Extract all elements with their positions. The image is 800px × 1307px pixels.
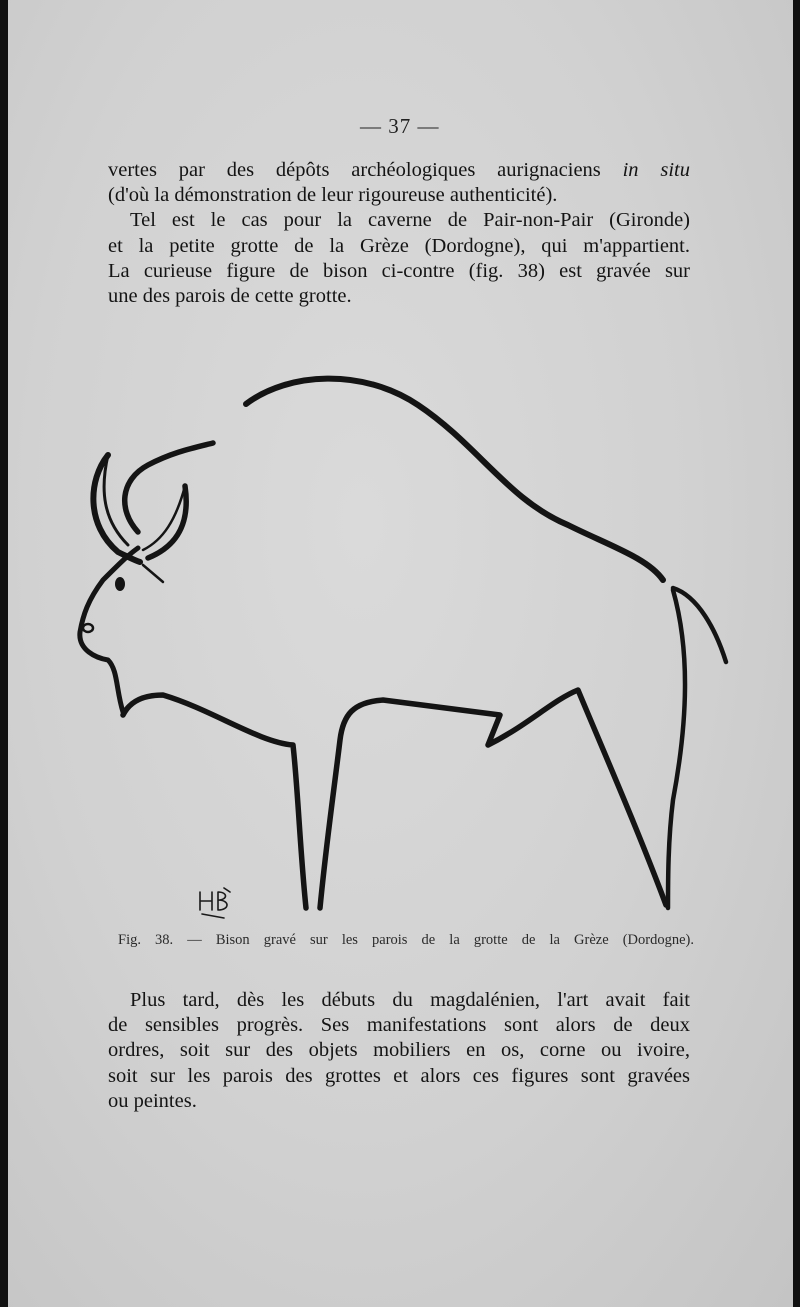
text-line: ordres, soit sur des objets mobiliers en os, corne ou ivoire, <box>108 1039 690 1062</box>
text-line: une des parois de cette grotte. <box>108 285 352 308</box>
bison-nostril <box>83 624 93 632</box>
text-line: Tel est le cas pour la caverne de Pair-non-Pair (Gironde) <box>130 209 690 232</box>
text-line: de sensibles progrès. Ses manifestations sont alors de deux <box>108 1014 690 1037</box>
text-line: et la petite grotte de la Grèze (Dordogne), qui m'appartient. <box>108 234 690 257</box>
book-page <box>8 0 793 1307</box>
figure-caption: Fig. 38. — Bison gravé sur les parois de la grotte de la Grèze (Dordogne). <box>118 932 694 948</box>
text-line: ou peintes. <box>108 1089 197 1112</box>
bison-right-horn-inner <box>143 486 185 550</box>
bison-eye <box>115 577 125 591</box>
bison-forehead-tuft <box>125 443 213 532</box>
bison-right-horn <box>148 486 186 558</box>
text-line: (d'où la démonstration de leur rigoureuse authenticité). <box>108 184 558 207</box>
bison-foreleg-line <box>123 695 306 908</box>
bison-jaw-line <box>143 565 163 582</box>
page-number: — 37 — <box>360 114 440 138</box>
italic-term: in situ <box>622 159 690 181</box>
text-line: Plus tard, dès les débuts du magdalénien, l'art avait fait <box>130 989 690 1011</box>
bison-hind-leg-line <box>668 590 685 908</box>
bison-face-line <box>80 548 138 712</box>
text-line: La curieuse figure de bison ci-contre (fig. 38) est gravée sur <box>108 259 690 282</box>
bison-left-horn <box>93 455 140 562</box>
artist-signature <box>194 884 242 925</box>
bison-belly-line <box>320 690 666 908</box>
signature-mark <box>194 884 242 920</box>
bison-back-line <box>246 379 663 580</box>
paragraph-magdalenian <box>108 988 690 1114</box>
text-line: vertes par des dépôts archéologiques aurignaciens in situ <box>108 159 690 181</box>
text-line: soit sur les parois des grottes et alors ces figures sont gravées <box>108 1064 690 1087</box>
